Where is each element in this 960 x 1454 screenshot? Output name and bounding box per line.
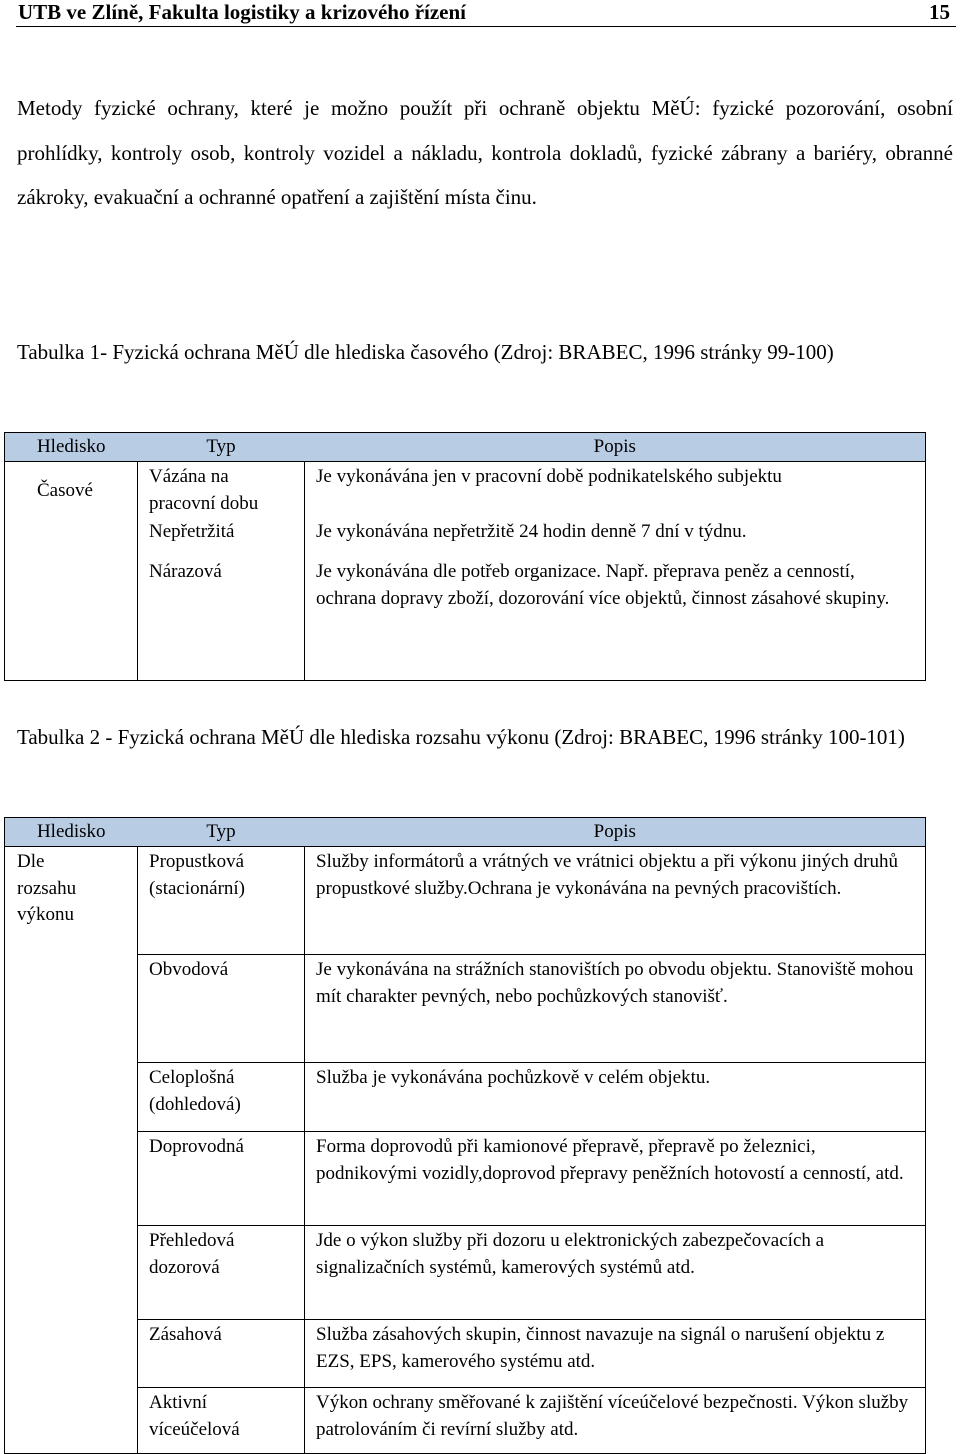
table1-desc-cell: Je vykonávána dle potřeb organizace. Např. přeprava peněz a cenností, ochrana dopravy zboží, dozorování více objektů, činnost zásahové skupiny. bbox=[305, 557, 926, 680]
table2-type-cell: Aktivní víceúčelová bbox=[138, 1388, 305, 1454]
table2-desc-cell: Jde o výkon služby při dozoru u elektronických zabezpečovacích a signalizačních systémů, kamerových systémů atd. bbox=[305, 1226, 926, 1320]
table2-desc-cell: Služba je vykonávána pochůzkově v celém objektu. bbox=[305, 1063, 926, 1132]
table1-header-popis: Popis bbox=[305, 433, 926, 462]
table2-type-cell: Propustková (stacionární) bbox=[138, 847, 305, 955]
table1-type-cell: Nepřetržitá bbox=[138, 517, 305, 557]
table-row bbox=[5, 1388, 926, 1454]
table2-header-popis: Popis bbox=[305, 818, 926, 847]
table2-header-hledisko: Hledisko bbox=[5, 818, 138, 847]
header-title: UTB ve Zlíně, Fakulta logistiky a krizového řízení bbox=[18, 0, 467, 24]
table1-type-cell: Nárazová bbox=[138, 557, 305, 680]
body-paragraph: Metody fyzické ochrany, které je možno použít při ochraně objektu MěÚ: fyzické pozorování, osobní prohlídky, kontroly osob, kontroly vozidel a nákladu, kontrola dokladů, fyzické zábrany a bariéry, obranné zákroky, evakuační a ochranné opatření a zajištění místa činu. bbox=[17, 96, 953, 209]
table2-caption: Tabulka 2 - Fyzická ochrana MěÚ dle hlediska rozsahu výkonu (Zdroj: BRABEC, 1996 stránky 100-101) bbox=[17, 725, 905, 749]
table2-desc-cell: Forma doprovodů při kamionové přepravě, přepravě po železnici, podnikovými vozidly,doprovod přepravy peněžních hotovostí a cenností, atd. bbox=[305, 1132, 926, 1226]
page-header bbox=[16, 0, 956, 27]
table-row bbox=[5, 1226, 926, 1320]
table2-type-cell: Přehledová dozorová bbox=[138, 1226, 305, 1320]
page-number: 15 bbox=[929, 0, 950, 24]
table-row bbox=[5, 517, 926, 557]
table1-header-hledisko: Hledisko bbox=[5, 433, 138, 462]
table-row bbox=[5, 1063, 926, 1132]
table1-desc-cell: Je vykonávána nepřetržitě 24 hodin denně 7 dní v týdnu. bbox=[305, 517, 926, 557]
table-row bbox=[5, 1132, 926, 1226]
table2-type-cell: Obvodová bbox=[138, 955, 305, 1063]
table1-header-row bbox=[5, 433, 926, 462]
table1-aspect bbox=[5, 462, 138, 681]
table2-header-typ: Typ bbox=[138, 818, 305, 847]
table-row bbox=[5, 1320, 926, 1388]
table1 bbox=[4, 432, 926, 681]
table2-type-cell: Zásahová bbox=[138, 1320, 305, 1388]
table1-caption: Tabulka 1- Fyzická ochrana MěÚ dle hlediska časového (Zdroj: BRABEC, 1996 stránky 99-100) bbox=[17, 340, 834, 364]
table2-type-cell: Doprovodná bbox=[138, 1132, 305, 1226]
table2 bbox=[4, 817, 926, 1454]
table1-aspect-label: Časové bbox=[37, 480, 93, 501]
table1-type-cell: Vázána na pracovní dobu bbox=[138, 462, 305, 518]
table-row bbox=[5, 462, 926, 518]
table-row bbox=[5, 847, 926, 955]
table1-header-typ: Typ bbox=[138, 433, 305, 462]
table2-aspect bbox=[5, 847, 138, 1454]
table2-desc-cell: Výkon ochrany směřované k zajištění víceúčelové bezpečnosti. Výkon služby patrolováním či revírní služby atd. bbox=[305, 1388, 926, 1454]
table1-desc-cell: Je vykonávána jen v pracovní době podnikatelského subjektu bbox=[305, 462, 926, 518]
table2-header-row bbox=[5, 818, 926, 847]
table2-desc-cell: Služba zásahových skupin, činnost navazuje na signál o narušení objektu z EZS, EPS, kamerového systému atd. bbox=[305, 1320, 926, 1388]
table-row bbox=[5, 955, 926, 1063]
table2-desc-cell: Je vykonávána na strážních stanovištích po obvodu objektu. Stanoviště mohou mít charakter pevných, nebo pochůzkových stanovišť. bbox=[305, 955, 926, 1063]
table2-type-cell: Celoplošná (dohledová) bbox=[138, 1063, 305, 1132]
table2-desc-cell: Služby informátorů a vrátných ve vrátnici objektu a při výkonu jiných druhů propustkové služby.Ochrana je vykonávána na pevných pracovištích. bbox=[305, 847, 926, 955]
table-row bbox=[5, 557, 926, 680]
table2-aspect-label: Dle rozsahu výkonu bbox=[17, 851, 77, 925]
